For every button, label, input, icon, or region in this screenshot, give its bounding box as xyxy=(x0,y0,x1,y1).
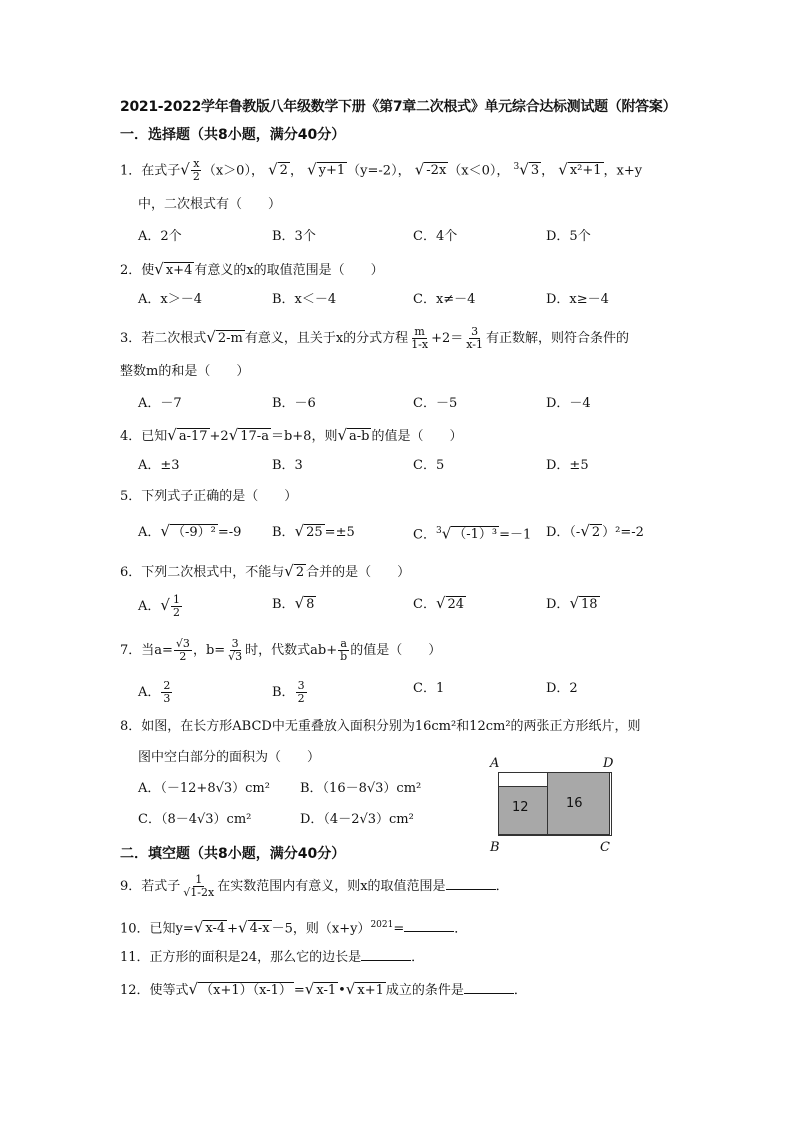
question-7: 7．当a= $\frac{√3}{2}$ ，b= $\frac{3}{√3}$ 时，代数式ab+ $\frac{a}{b}$ 的值是（ ） xyxy=(120,637,442,663)
q6-option-a[interactable]: A．√ $\frac{1}{2}$ xyxy=(138,593,180,619)
question-2: 2．使√ x+4 有意义的x的取值范围是（ ） xyxy=(120,260,384,278)
square-12-label: 12 xyxy=(512,800,529,815)
q6-option-c[interactable]: C．√ 24 xyxy=(413,594,465,612)
question-8-line2: 图中空白部分的面积为（ ） xyxy=(138,750,321,765)
q5-option-c[interactable]: C．$^3$√ （-1）³ =－1 xyxy=(413,524,532,543)
q3-option-c[interactable]: C．－5 xyxy=(413,396,458,411)
q8-option-d[interactable]: D．（4－2√3）cm² xyxy=(300,812,414,827)
question-4: 4．已知√ a-17 +2√ 17-a ＝b+8，则√ a-b 的值是（ ） xyxy=(120,426,463,444)
question-3-line2: 整数m的和是（ ） xyxy=(120,364,250,379)
vertex-d-label: D xyxy=(603,756,614,771)
answer-blank[interactable] xyxy=(446,877,496,890)
vertex-a-label: A xyxy=(490,756,500,771)
q1-option-d[interactable]: D．5个 xyxy=(546,229,591,244)
question-12: 12．使等式√ （x+1）（x-1） =√ x-1 •√ x+1 成立的条件是 ． xyxy=(120,980,527,998)
fraction: $\frac{x}{2}$ xyxy=(192,157,200,184)
exam-title: 2021-2022学年鲁教版八年级数学下册《第7章二次根式》单元综合达标测试题（附答案） xyxy=(120,99,677,115)
q3-option-b[interactable]: B．－6 xyxy=(272,396,316,411)
q1-option-c[interactable]: C．4个 xyxy=(413,229,458,244)
q7-option-b[interactable]: B． $\frac{3}{2}$ xyxy=(272,679,305,705)
vertex-c-label: C xyxy=(600,840,610,855)
question-5: 5．下列式子正确的是（ ） xyxy=(120,489,298,504)
q1-option-b[interactable]: B．3个 xyxy=(272,229,316,244)
question-3: 3．若二次根式√ 2-m 有意义，且关于x的分式方程 $\frac{m}{1-x}$ +2＝ $\frac{3}{x-1}$ 有正数解，则符合条件的 xyxy=(120,325,630,351)
rectangle-figure xyxy=(486,756,626,856)
q7-option-c[interactable]: C．1 xyxy=(413,681,445,696)
q3-option-a[interactable]: A．－7 xyxy=(138,396,182,411)
answer-blank[interactable] xyxy=(361,948,411,961)
question-1: 1．在式子√ $\frac{x}{2}$ （x＞0）， √ 2 ， √ y+1 （y=-2）， √ -2x （x＜0）， $^3$√ 3 ， √ x²+1 ，x+y xyxy=(120,157,643,184)
q5-option-b[interactable]: B．√ 25 =±5 xyxy=(272,522,355,540)
square-16-label: 16 xyxy=(566,796,583,811)
question-10: 10．已知y=√ x-4 +√ 4-x －5，则$(x+y)^{2021}=$ ． xyxy=(120,918,468,937)
q2-option-c[interactable]: C．x≠－4 xyxy=(413,292,476,307)
q5-option-d[interactable]: D．（-√ 2 ）²=-2 xyxy=(546,522,644,540)
q5-option-a[interactable]: A．√ （-9）² =-9 xyxy=(138,522,242,540)
q2-option-b[interactable]: B．x＜－4 xyxy=(272,292,337,307)
q7-option-d[interactable]: D．2 xyxy=(546,681,578,696)
question-11: 11．正方形的面积是24，那么它的边长是 ． xyxy=(120,950,425,965)
answer-blank[interactable] xyxy=(404,919,454,932)
q8-option-c[interactable]: C．（8－4√3）cm² xyxy=(138,812,252,827)
q8-option-a[interactable]: A．（－12+8√3）cm² xyxy=(138,781,270,796)
q6-option-b[interactable]: B．√ 8 xyxy=(272,594,315,612)
q4-option-c[interactable]: C．5 xyxy=(413,458,445,473)
q7-option-a[interactable]: A． $\frac{2}{3}$ xyxy=(138,679,171,705)
question-8: 8．如图，在长方形ABCD中无重叠放入面积分别为16cm²和12cm²的两张正方形纸片，则 xyxy=(120,719,641,734)
q4-option-d[interactable]: D．±5 xyxy=(546,458,589,473)
question-9: 9．若式子 $\frac{1}{√1-2x}$ 在实数范围内有意义，则x的取值范围是 ． xyxy=(120,873,509,899)
q2-option-a[interactable]: A．x＞－4 xyxy=(138,292,202,307)
q1-option-a[interactable]: A．2个 xyxy=(138,229,182,244)
q4-option-a[interactable]: A．±3 xyxy=(138,458,180,473)
q8-option-b[interactable]: B．（16－8√3）cm² xyxy=(300,781,422,796)
vertex-b-label: B xyxy=(490,840,500,855)
question-6: 6．下列二次根式中，不能与√ 2 合并的是（ ） xyxy=(120,562,411,580)
question-1-line2: 中，二次根式有（ ） xyxy=(138,197,282,212)
q3-option-d[interactable]: D．－4 xyxy=(546,396,591,411)
q2-option-d[interactable]: D．x≥－4 xyxy=(546,292,609,307)
q4-option-b[interactable]: B．3 xyxy=(272,458,303,473)
section-choice-heading: 一．选择题（共8小题，满分40分） xyxy=(120,127,346,143)
answer-blank[interactable] xyxy=(464,981,514,994)
q6-option-d[interactable]: D．√ 18 xyxy=(546,594,598,612)
section-fill-heading: 二．填空题（共8小题，满分40分） xyxy=(120,846,346,862)
